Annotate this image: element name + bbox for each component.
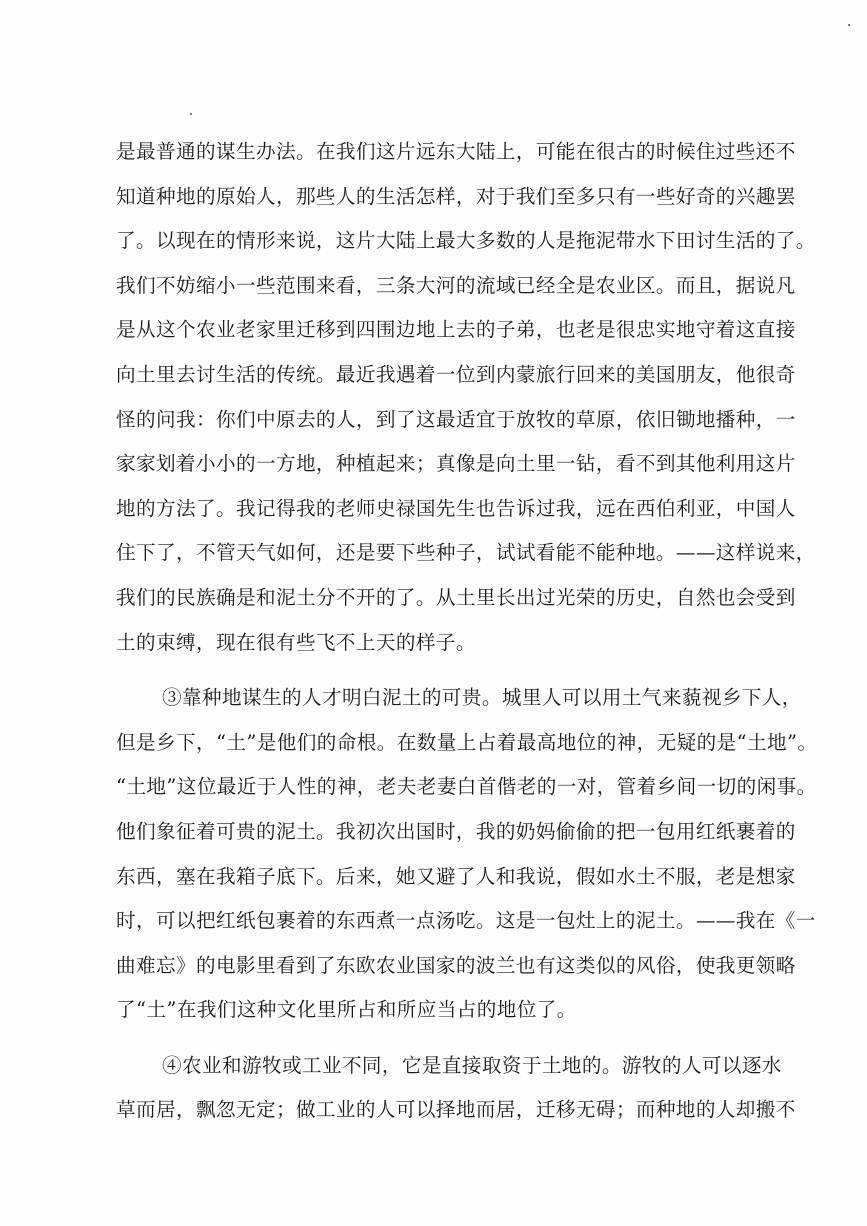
text-line: 草而居，飘忽无定；做工业的人可以择地而居，迁移无碍；而种地的人却搬不 (116, 1098, 796, 1122)
text-line: 东西，塞在我箱子底下。后来，她又避了人和我说，假如水土不服，老是想家 (116, 864, 796, 888)
document-body (116, 130, 818, 1133)
text-line: 了。以现在的情形来说，这片大陆上最大多数的人是拖泥带水下田讨生活的了。 (116, 229, 816, 253)
text-line: 地的方法了。我记得我的老师史禄国先生也告诉过我，远在西伯利亚，中国人 (116, 496, 796, 520)
scan-speck (848, 24, 850, 26)
text-line: ④农业和游牧或工业不同，它是直接取资于土地的。游牧的人可以逐水 (162, 1053, 782, 1077)
text-line: 是最普通的谋生办法。在我们这片远东大陆上，可能在很古的时候住过些还不 (116, 140, 796, 163)
paragraph-3 (116, 676, 818, 1033)
text-line: 知道种地的原始人，那些人的生活怎样，对于我们至多只有一些好奇的兴趣罢 (116, 184, 796, 208)
text-line: 他们象征着可贵的泥土。我初次出国时，我的奶妈偷偷的把一包用红纸裹着的 (116, 819, 796, 843)
paragraph-gap (116, 1033, 796, 1044)
scan-speck (190, 113, 192, 115)
text-line: 向土里去讨生活的传统。最近我遇着一位到内蒙旅行回来的美国朋友，他很奇 (116, 362, 796, 386)
text-line: 怪的问我：你们中原去的人，到了这最适宜于放牧的草原，依旧锄地播种，一 (116, 407, 796, 431)
text-line: “土地”这位最近于人性的神，老夫老妻白首偕老的一对，管着乡间一切的闲事。 (116, 775, 817, 799)
paragraph-2-continued (116, 130, 816, 665)
paragraph-4 (116, 1044, 796, 1133)
text-line: 住下了，不管天气如何，还是要下些种子，试试看能不能种地。——这样说来， (116, 541, 816, 565)
text-line: 时，可以把红纸包裹着的东西煮一点汤吃。这是一包灶上的泥土。——我在《一 (116, 909, 816, 933)
text-line: ③靠种地谋生的人才明白泥土的可贵。城里人可以用土气来藐视乡下人， (162, 686, 802, 710)
text-line: 土的束缚，现在很有些飞不上天的样子。 (116, 630, 476, 654)
text-line: 我们的民族确是和泥土分不开的了。从土里长出过光荣的历史，自然也会受到 (116, 585, 796, 609)
text-line: 了“土”在我们这种文化里所占和所应当占的地位了。 (116, 998, 577, 1022)
text-line: 我们不妨缩小一些范围来看，三条大河的流域已经全是农业区。而且，据说凡 (116, 273, 796, 297)
text-line: 曲难忘》的电影里看到了东欧农业国家的波兰也有这类似的风俗，使我更领略 (116, 953, 796, 977)
paragraph-gap (116, 665, 796, 676)
text-line: 家家划着小小的一方地，种植起来；真像是向土里一钻，看不到其他利用这片 (116, 452, 796, 476)
text-line: 是从这个农业老家里迁移到四围边地上去的子弟，也老是很忠实地守着这直接 (116, 318, 796, 342)
text-line: 但是乡下，“土”是他们的命根。在数量上占着最高地位的神，无疑的是“土地”。 (116, 730, 818, 754)
